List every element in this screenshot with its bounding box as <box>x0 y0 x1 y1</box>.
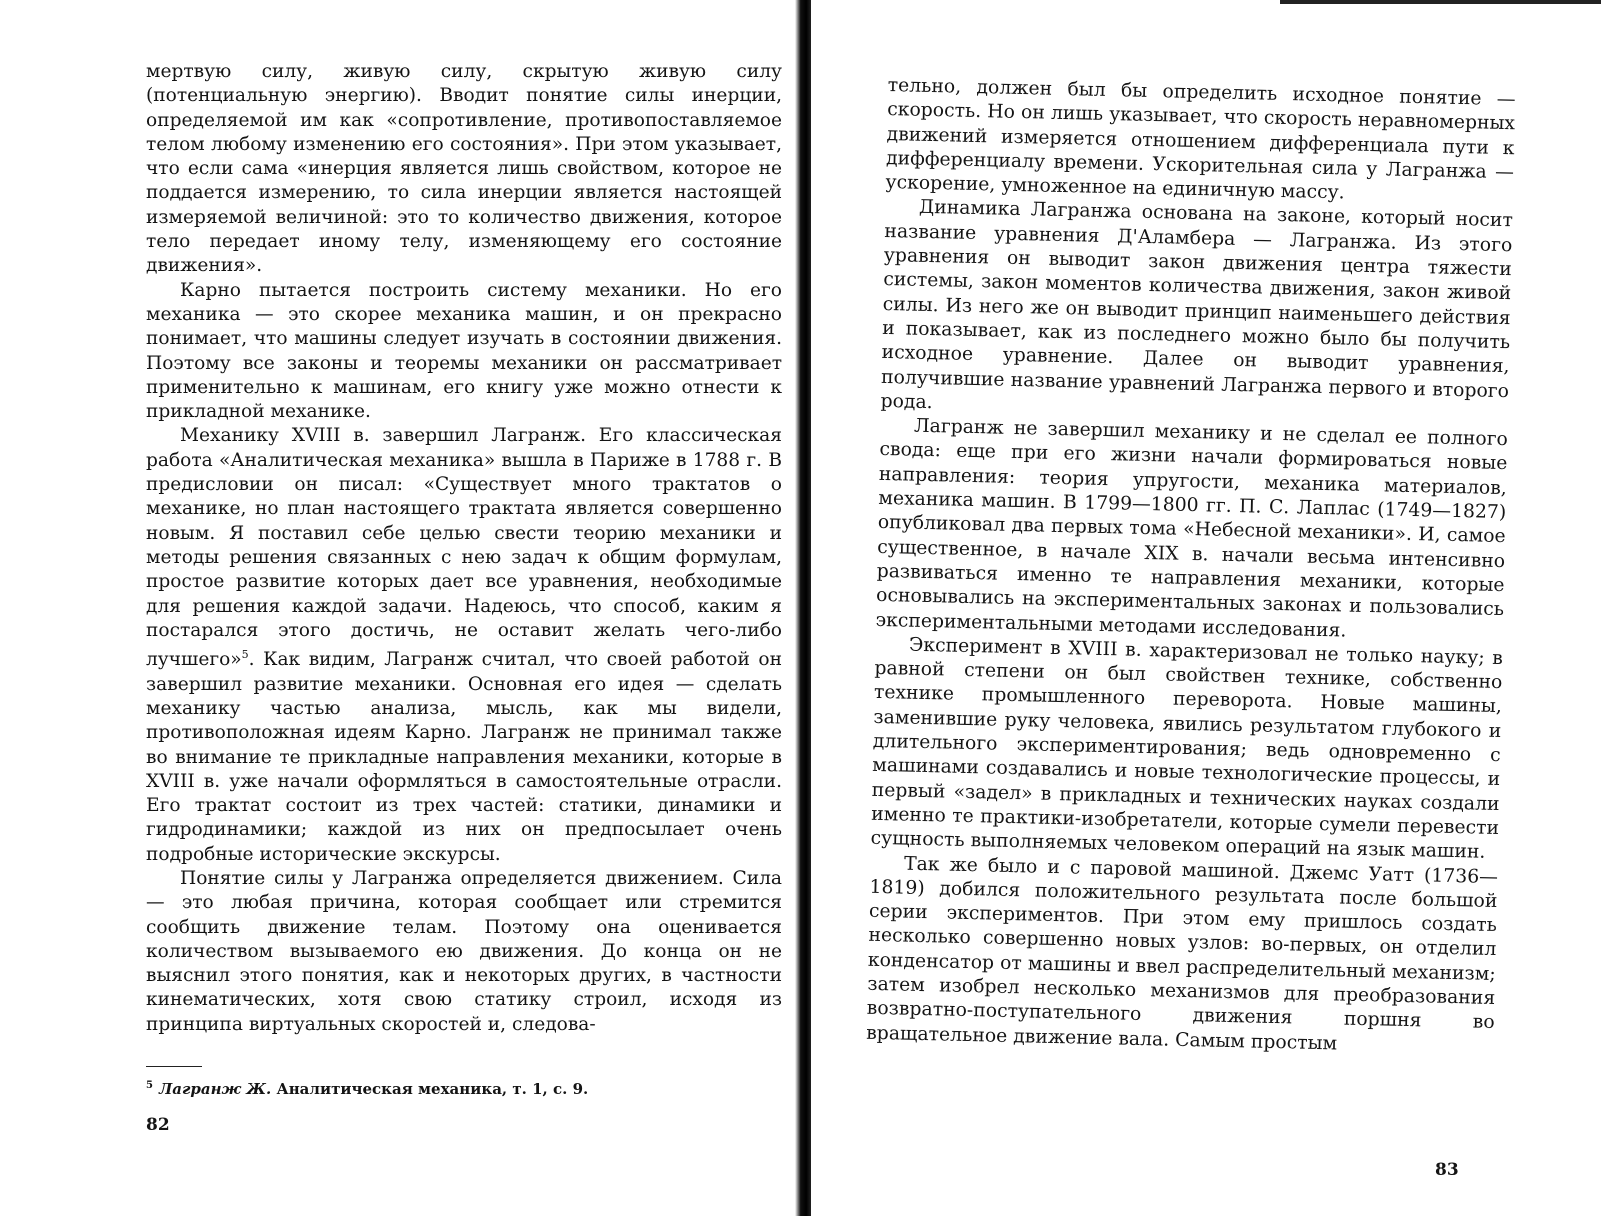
book-spine-gutter <box>795 0 811 1216</box>
right-paragraph-5: Так же было и с паровой машиной. Джемс Уатт (1736—1819) добился положительного результата после большой серии экспериментов. При этом ему пришлось создать несколько совершенно новых узлов: во-первых, он отделил конденсатор от машины и ввел распределительный механизм; затем изобрел несколько механизмов для преобразования возвратно-поступательного движения поршня во вращательное движение вала. Самым простым <box>866 853 1499 1055</box>
left-paragraph-4: Понятие силы у Лагранжа определяется движением. Сила — это любая причина, которая сообщает или стремится сообщить движение телам. Поэтому она оценивается количеством вызываемого ею движения. До конца он не выяснил этого понятия, как и некоторых других, в частности кинематических, хотя свою статику строил, исходя из принципа виртуальных скоростей и, следова- <box>146 867 782 1035</box>
footnote-reference[interactable]: 5 <box>241 648 249 662</box>
right-page-text <box>866 74 1516 1060</box>
right-paragraph-4: Эксперимент в XVIII в. характеризовал не только науку; в равной степени он был свойствен технике, собственно технике промышленного переворота. Новые машины, заменившие руку человека, явились результатом глубокого и длительного экспериментирования; ведь одновременно с машинами создавались и новые технологические процессы, и первый «задел» в прикладных и технических науках создали именно те практики-изобретатели, которые сумели перевести сущность выполняемых человеком операций на язык машин. <box>870 634 1504 863</box>
left-paragraph-3-continued: . Как видим, Лагранж считал, что своей работой он завершил развитие механики. Основная его идея — сделать механику частью анализа, мысль, как мы видели, противоположная идеям Карно. Лагранж не принимал также во внимание те прикладные направления механики, которые в XVIII в. уже начали оформляться в самостоятельные отрасли. Его трактат состоит из трех частей: статики, динамики и гидродинамики; каждой из них он предпосылает очень подробные исторические экскурсы. <box>146 649 782 865</box>
footnote-number: 5 <box>146 1080 153 1091</box>
left-paragraph-3-text: Механику XVIII в. завершил Лагранж. Его классическая работа «Аналитическая механика» вышла в Париже в 1788 г. В предисловии он писал: «Существует много трактатов о механике, но план настоящего трактата является совершенно новым. Я поставил себе целью свести теорию механики и методы решения связанных с нею задач к общим формулам, простое развитие которых дает все уравнения, необходимые для решения каждой задачи. Надеюсь, что способ, каким я постарался этого достичь, не оставит желать чего-либо лучшего» <box>146 425 782 671</box>
right-page-number: 83 <box>1435 1160 1459 1180</box>
left-page-number: 82 <box>146 1115 170 1135</box>
left-paragraph-3 <box>146 424 782 867</box>
left-paragraph-2: Карно пытается построить систему механики. Но его механика — это скорее механика машин, и он прекрасно понимает, что машины следует изучать в состоянии движения. Поэтому все законы и теоремы механики он рассматривает применительно к машинам, его книгу уже можно отнести к прикладной механике. <box>146 279 782 423</box>
right-paragraph-2: Динамика Лагранжа основана на законе, который носит название уравнения Д'Аламбера — Лагранжа. Из этого уравнения он выводит закон движения центра тяжести системы, закон моментов количества движения, закон живой силы. Из него же он выводит принцип наименьшего действия и показывает, как из последнего можно было бы получить исходное уравнение. Далее он выводит уравнения, получившие название уравнений Лагранжа первого и второго рода. <box>880 197 1514 413</box>
right-paragraph-1: тельно, должен был бы определить исходное понятие — скорость. Но он лишь указывает, что скорость неравномерных движений измеряется отношением дифференциала пути к дифференциалу времени. Ускорительная сила у Лагранжа — ускорение, умноженное на единичную массу. <box>885 74 1516 204</box>
footnote-author: Лагранж Ж. <box>158 1080 272 1098</box>
footnote-divider <box>146 1066 202 1067</box>
left-paragraph-1: мертвую силу, живую силу, скрытую живую силу (потенциальную энергию). Вводит понятие силы инерции, определяемой им как «сопротивление, противопоставляемое телом любому изменению его состояния». При этом указывает, что если сама «инерция является лишь свойством, которое не поддается измерению, то сила инерции является настоящей измеряемой величиной: это то количество движения, которое тело передает иному телу, изменяющему его состояние движения». <box>146 61 782 277</box>
left-page-text <box>146 60 782 1037</box>
footnote <box>146 1076 782 1099</box>
footnote-text: Аналитическая механика, т. 1, с. 9. <box>276 1080 589 1098</box>
right-paragraph-3: Лагранж не завершил механику и не сделал ее полного свода: еще при его жизни начали формироваться новые направления: теория упругости, механика материалов, механика машин. В 1799—1800 гг. П. С. Лаплас (1749—1827) опубликовал два первых тома «Небесной механики». И, самое существенное, в начале XIX в. начали весьма интенсивно развиваться именно те направления механики, которые основывались на экспериментальных законах и пользовались экспериментальными методами исследования. <box>875 415 1509 642</box>
